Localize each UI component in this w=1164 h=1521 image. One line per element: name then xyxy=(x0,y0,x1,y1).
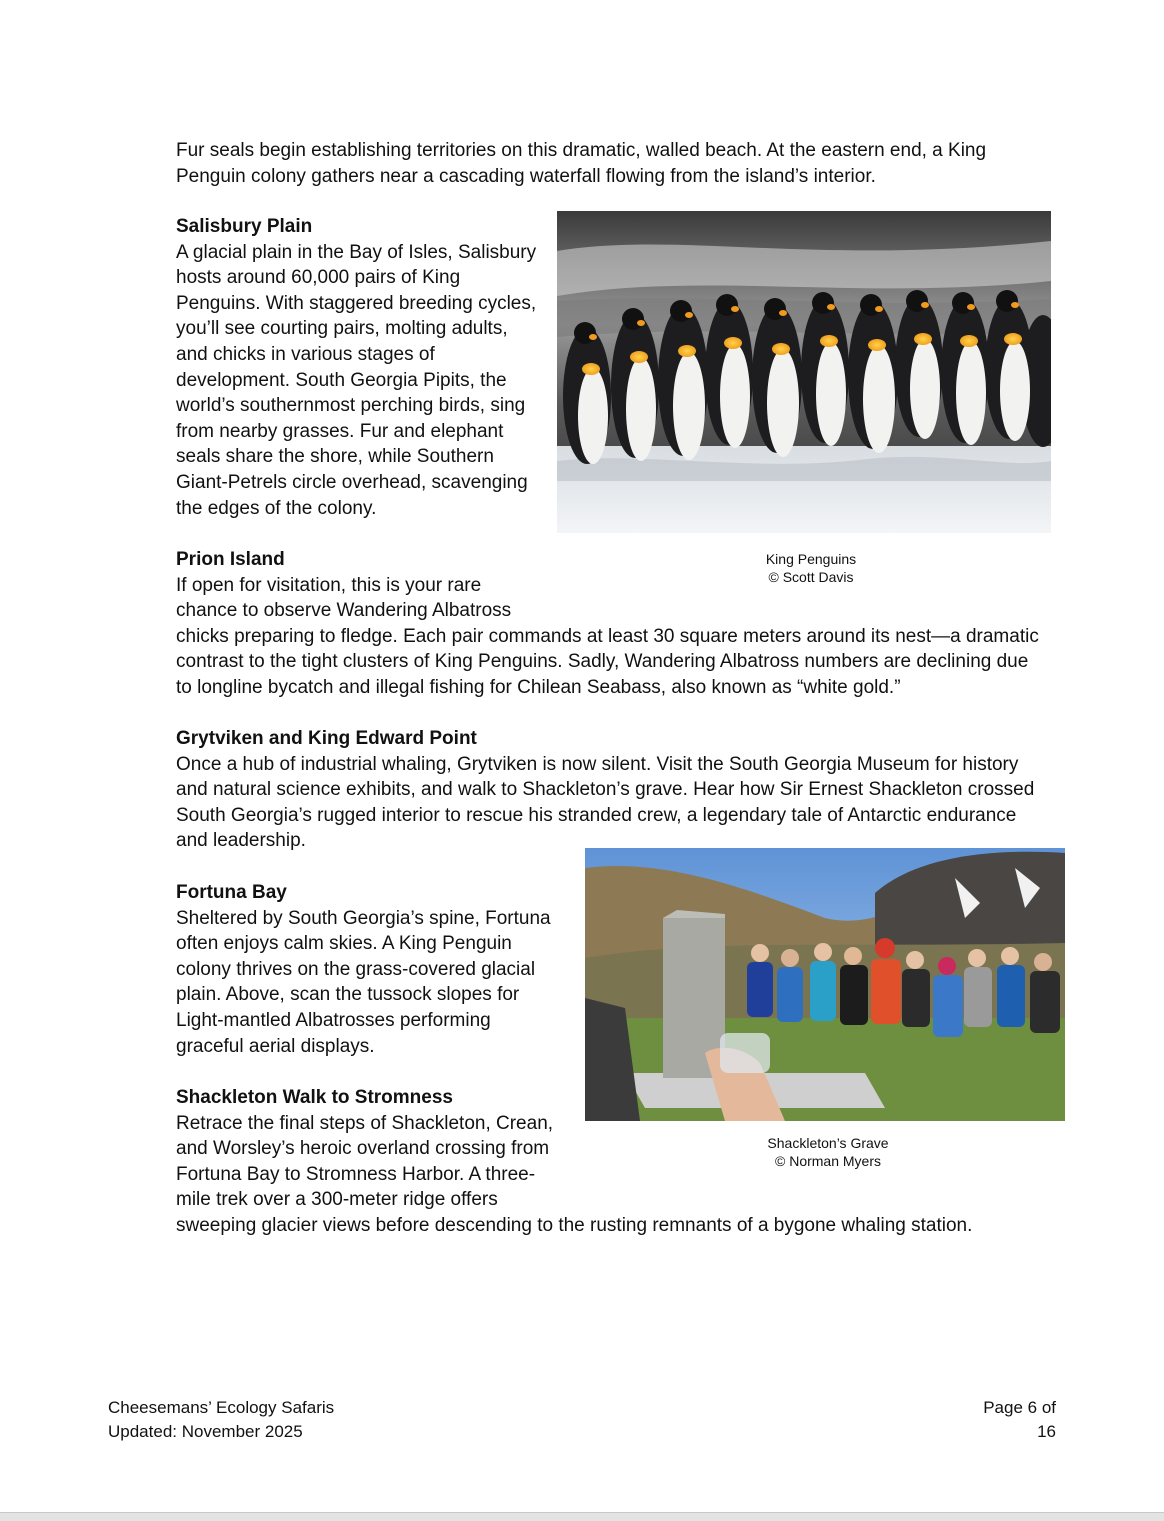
shackleton-walk-line: Retrace the final steps of Shackleton, Crean, xyxy=(176,1112,554,1134)
fortuna-heading: Fortuna Bay xyxy=(176,882,287,903)
photo-caption: King Penguins xyxy=(765,551,857,567)
prion-section xyxy=(176,547,1056,701)
salisbury-line: from nearby grasses. Fur and elephant xyxy=(176,420,504,442)
footer-updated: Updated: November 2025 xyxy=(108,1422,303,1441)
footer-left xyxy=(108,1396,334,1444)
intro-line: Penguin colony gathers near a cascading waterfall flowing from the island’s interior. xyxy=(176,165,876,187)
intro-paragraph xyxy=(176,138,1076,189)
shackleton-grave-image xyxy=(585,848,1065,1121)
salisbury-line: and chicks in various stages of xyxy=(176,343,435,365)
salisbury-line: Giant-Petrels circle overhead, scavenging xyxy=(176,471,528,493)
shackleton-walk-line: Fortuna Bay to Stromness Harbor. A three- xyxy=(176,1163,536,1185)
prion-line: chance to observe Wandering Albatross xyxy=(176,600,512,622)
prion-heading: Prion Island xyxy=(176,549,285,570)
salisbury-heading: Salisbury Plain xyxy=(176,216,313,237)
salisbury-line: Penguins. With staggered breeding cycles, xyxy=(176,292,537,314)
photo-credit: © Scott Davis xyxy=(768,569,854,585)
shackleton-walk-line: sweeping glacier views before descending to the rusting remnants of a bygone whaling station. xyxy=(176,1214,973,1236)
salisbury-line: the edges of the colony. xyxy=(176,497,377,519)
grytviken-line: South Georgia’s rugged interior to rescue his stranded crew, a legendary tale of Antarctic endurance xyxy=(176,804,1017,826)
king-penguins-image xyxy=(557,211,1051,533)
shackleton-walk-line: mile trek over a 300-meter ridge offers xyxy=(176,1189,498,1211)
fortuna-line: plain. Above, scan the tussock slopes for xyxy=(176,984,520,1006)
salisbury-line: development. South Georgia Pipits, the xyxy=(176,369,507,391)
fortuna-line: graceful aerial displays. xyxy=(176,1035,375,1057)
prion-line: contrast to the tight clusters of King Penguins. Sadly, Wandering Albatross numbers are declining due xyxy=(176,651,1029,673)
fortuna-section xyxy=(176,880,576,1059)
grytviken-heading: Grytviken and King Edward Point xyxy=(176,728,477,749)
salisbury-section xyxy=(176,214,556,521)
prion-line: chicks preparing to fledge. Each pair commands at least 30 square meters around its nest—a dramatic xyxy=(176,625,1039,647)
shackleton-walk-heading: Shackleton Walk to Stromness xyxy=(176,1087,453,1108)
prion-line: If open for visitation, this is your rare xyxy=(176,574,482,596)
grytviken-line: Once a hub of industrial whaling, Grytviken is now silent. Visit the South Georgia Museum for history xyxy=(176,753,1019,775)
footer-org: Cheesemans’ Ecology Safaris xyxy=(108,1398,335,1417)
salisbury-line: A glacial plain in the Bay of Isles, Salisbury xyxy=(176,241,537,263)
grytviken-line: and natural science exhibits, and walk to Shackleton’s grave. Hear how Sir Ernest Shackleton crossed xyxy=(176,779,1035,801)
salisbury-line: you’ll see courting pairs, molting adults, xyxy=(176,318,508,340)
page-number: Page 6 of 16 xyxy=(983,1398,1056,1441)
king-penguins-photo xyxy=(557,211,1051,533)
shackleton-walk-section xyxy=(176,1085,1056,1239)
fortuna-line: colony thrives on the grass-covered glacial xyxy=(176,958,536,980)
shackleton-grave-photo xyxy=(585,848,1065,1121)
fortuna-line: Light-mantled Albatrosses performing xyxy=(176,1009,491,1031)
salisbury-line: world’s southernmost perching birds, sing xyxy=(176,395,526,417)
salisbury-line: seals share the shore, while Southern xyxy=(176,446,494,468)
shackleton-walk-line: and Worsley’s heroic overland crossing from xyxy=(176,1138,550,1160)
photo-credit: © Norman Myers xyxy=(775,1153,881,1169)
fortuna-line: Sheltered by South Georgia’s spine, Fortuna xyxy=(176,907,551,929)
intro-line: Fur seals begin establishing territories on this dramatic, walled beach. At the eastern end, a King xyxy=(176,140,987,161)
salisbury-line: hosts around 60,000 pairs of King xyxy=(176,267,461,289)
grytviken-section xyxy=(176,726,1056,854)
prion-line: to longline bycatch and illegal fishing for Chilean Seabass, also known as “white gold.” xyxy=(176,676,901,698)
fortuna-line: often enjoys calm skies. A King Penguin xyxy=(176,933,512,955)
grytviken-line: and leadership. xyxy=(176,830,306,852)
photo-caption: Shackleton’s Grave xyxy=(767,1135,889,1151)
